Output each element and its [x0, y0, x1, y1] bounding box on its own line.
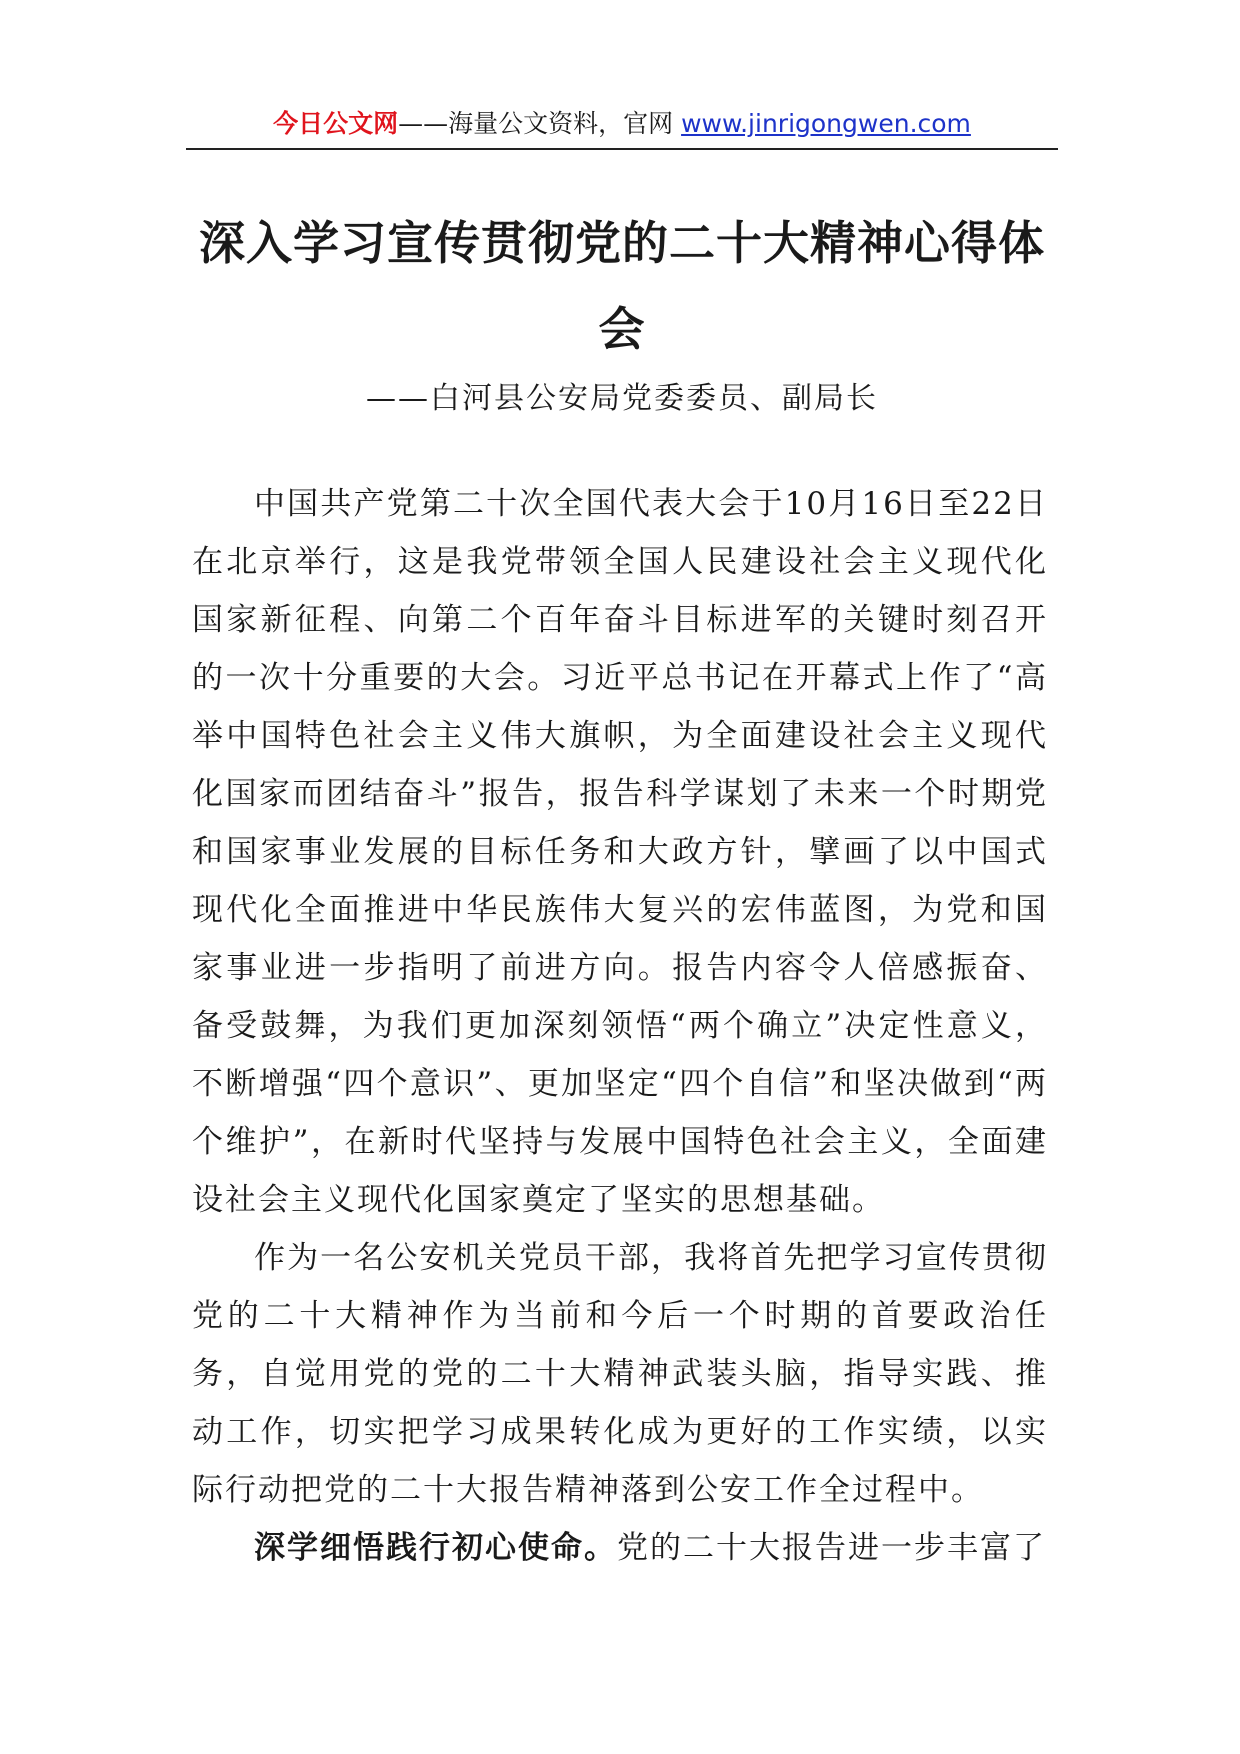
document-title: 深入学习宣传贯彻党的二十大精神心得体会 — [199, 216, 1045, 356]
paragraph-3 — [192, 1519, 1048, 1577]
document-subtitle: ——白河县公安局党委委员、副局长 — [366, 381, 878, 416]
paragraph-2-text: 作为一名公安机关党员干部，我将首先把学习宣传贯彻党的二十大精神作为当前和今后一个时期的首要政治任务，自觉用党的党的二十大精神武装头脑，指导实践、推动工作，切实把学习成果转化成为更好的工作实绩，以实际行动把党的二十大报告精神落到公安工作全过程中。 — [192, 1240, 1048, 1508]
paragraph-2 — [192, 1229, 1048, 1519]
paragraph-3-lead: 深学细悟践行初心使命。 — [254, 1530, 617, 1566]
header-divider — [186, 148, 1058, 150]
site-url-link[interactable]: www.jinrigongwen.com — [681, 109, 971, 138]
site-brand: 今日公文网 — [273, 109, 399, 138]
paragraph-1 — [192, 475, 1048, 1229]
paragraph-3-text: 党的二十大报告进一步丰富了 — [617, 1530, 1046, 1566]
paragraph-1-text: 中国共产党第二十次全国代表大会于10月16日至22日在北京举行，这是我党带领全国人民建设社会主义现代化国家新征程、向第二个百年奋斗目标进军的关键时刻召开的一次十分重要的大会。习近平总书记在开幕式上作了“高举中国特色社会主义伟大旗帜，为全面建设社会主义现代化国家而团结奋斗”报告，报告科学谋划了未来一个时期党和国家事业发展的目标任务和大政方针，擘画了以中国式现代化全面推进中华民族伟大复兴的宏伟蓝图，为党和国家事业进一步指明了前进方向。报告内容令人倍感振奋、备受鼓舞，为我们更加深刻领悟“两个确立”决定性意义，不断增强“四个意识”、更加坚定“四个自信”和坚决做到“两个维护”，在新时代坚持与发展中国特色社会主义，全面建设社会主义现代化国家奠定了坚实的思想基础。 — [192, 486, 1048, 1218]
site-header — [186, 104, 1058, 144]
site-tagline: ——海量公文资料，官网 — [398, 109, 682, 138]
document-body — [192, 475, 1048, 1577]
